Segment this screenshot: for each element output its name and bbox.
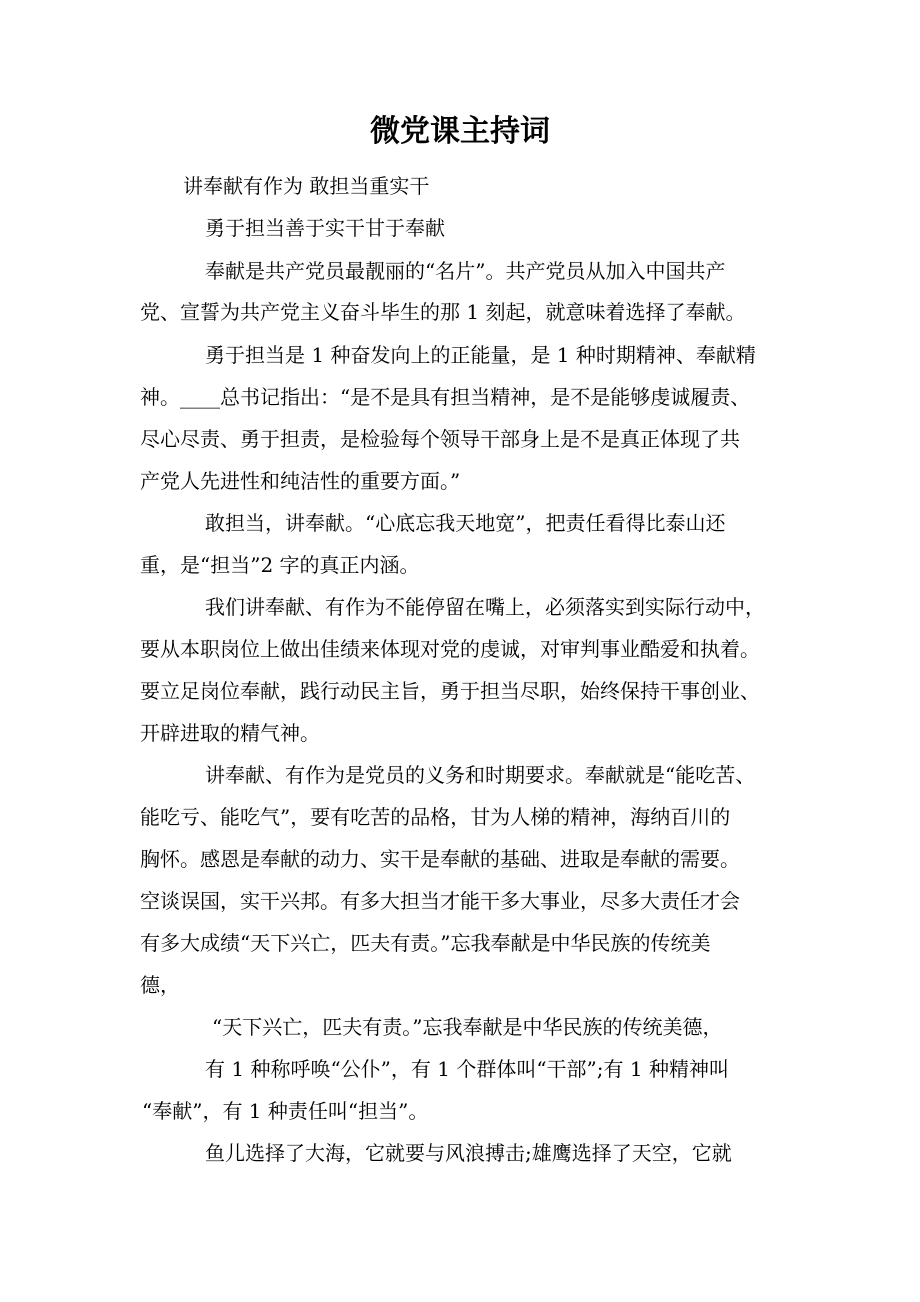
paragraph-line: 德， — [140, 973, 180, 997]
paragraph-line: 有 1 种称呼唤“公仆”，有 1 个群体叫“干部”;有 1 种精神叫 — [205, 1057, 729, 1081]
paragraph-line: 能吃亏、能吃气”，要有吃苦的品格，甘为人梯的精神，海纳百川的 — [140, 805, 731, 829]
paragraph-line: 我们讲奉献、有作为不能停留在嘴上，必须落实到实际行动中， — [205, 595, 765, 619]
paragraph-line: 讲奉献、有作为是党员的义务和时期要求。奉献就是“能吃苦、 — [205, 763, 756, 787]
paragraph-line: 奉献是共产党员最靓丽的“名片”。共产党员从加入中国共产 — [205, 259, 726, 283]
paragraph-line: 勇于担当是 1 种奋发向上的正能量，是 1 种时期精神、奉献精 — [205, 343, 756, 367]
document-title: 微党课主持词 — [370, 114, 550, 149]
paragraph-line: 有多大成绩“天下兴亡，匹夫有责。”忘我奉献是中华民族的传统美 — [140, 931, 711, 955]
paragraph-line: 尽心尽责、勇于担责，是检验每个领导干部身上是不是真正体现了共 — [140, 427, 740, 451]
paragraph-line: 要立足岗位奉献，践行动民主旨，勇于担当尽职，始终保持干事创业、 — [140, 679, 760, 703]
paragraph-line: 党、宣誓为共产党主义奋斗毕生的那 1 刻起，就意味着选择了奉献。 — [140, 300, 746, 324]
paragraph-line: “天下兴亡，匹夫有责。”忘我奉献是中华民族的传统美德， — [212, 1015, 723, 1039]
paragraph-line: 胸怀。感恩是奉献的动力、实干是奉献的基础、进取是奉献的需要。 — [140, 847, 740, 871]
paragraph-line: 产党人先进性和纯洁性的重要方面。” — [140, 469, 461, 493]
paragraph-line: “奉献”，有 1 种责任叫“担当”。 — [142, 1099, 429, 1123]
paragraph-line: 要从本职岗位上做出佳绩来体现对党的虔诚，对审判事业酷爱和执着。 — [140, 637, 760, 661]
paragraph-line: 勇于担当善于实干甘于奉献 — [205, 216, 445, 240]
paragraph-line: 空谈误国，实干兴邦。有多大担当才能干多大事业，尽多大责任才会 — [140, 889, 740, 913]
paragraph-line: 开辟进取的精气神。 — [140, 721, 320, 745]
paragraph-line: 神。____总书记指出：“是不是具有担当精神，是不是能够虔诚履责、 — [140, 385, 751, 409]
paragraph-line: 鱼儿选择了大海，它就要与风浪搏击;雄鹰选择了天空，它就 — [205, 1141, 732, 1165]
paragraph-line: 讲奉献有作为 敢担当重实干 — [183, 174, 430, 198]
paragraph-line: 重，是“担当”2 字的真正内涵。 — [140, 553, 420, 577]
paragraph-line: 敢担当，讲奉献。“心底忘我天地宽”，把责任看得比泰山还 — [205, 511, 726, 535]
